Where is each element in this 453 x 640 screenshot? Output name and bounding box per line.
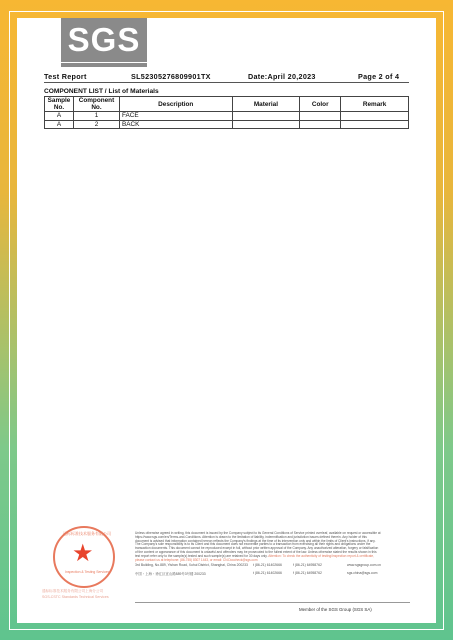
cell-sample: A	[45, 120, 74, 128]
cell-material	[232, 120, 300, 128]
report-number: SL52305276809901TX	[131, 72, 211, 81]
legal-disclaimer	[135, 532, 381, 562]
address-line-cn	[135, 571, 415, 576]
col-header-color: Color	[300, 97, 341, 112]
col-header-material: Material	[232, 97, 300, 112]
report-label: Test Report	[44, 72, 87, 81]
seal-label: Inspection & Testing Services	[65, 570, 110, 574]
seal-arc-text: 通标标准技术服务有限公司	[63, 531, 111, 536]
address-cn: 中国・上海・徐汇区宜山路889号3号楼 200233	[135, 572, 206, 576]
cell-component: 2	[73, 120, 119, 128]
company-seal	[53, 526, 115, 588]
cell-remark	[341, 112, 409, 120]
seal-note-cn: 通标标准技术服务有限公司上海分公司	[42, 589, 104, 593]
logo-text: SGS	[67, 21, 141, 58]
email-link[interactable]: sgs.china@sgs.com	[347, 571, 378, 575]
col-header-component: Component No.	[73, 97, 119, 112]
col-header-sample: Sample No.	[45, 97, 74, 112]
cell-description: BACK	[119, 120, 232, 128]
address-en: 3rd Building, No.889, Yishan Road, Xuhui District, Shanghai, China 200233	[135, 563, 248, 567]
cell-description: FACE	[119, 112, 232, 120]
page-number: Page 2 of 4	[358, 72, 400, 81]
cell-sample: A	[45, 112, 74, 120]
tel-cn: t (86-21) 61402666	[253, 571, 282, 575]
fax-en: f (86-21) 64958762	[293, 563, 322, 567]
sgs-logo	[61, 18, 147, 62]
section-title: COMPONENT LIST / List of Materials	[44, 88, 159, 95]
document-page	[17, 18, 436, 623]
materials-table	[44, 96, 409, 129]
table-header-row	[45, 97, 409, 112]
tel-en: t (86-21) 61402666	[253, 563, 282, 567]
seal-note-en: SGS-CSTC Standards Technical Services	[42, 595, 109, 599]
cell-color	[300, 112, 341, 120]
cell-component: 1	[73, 112, 119, 120]
cell-color	[300, 120, 341, 128]
report-date: Date:April 20,2023	[248, 72, 316, 81]
cell-remark	[341, 120, 409, 128]
header-divider	[44, 82, 409, 83]
disclaimer-text: Unless otherwise agreed in writing, this document is issued by the Company subject to its General Conditions of Service printed overleaf, available on request or accessible at https://www.sgs.com/en/Terms-and-Conditions. Attention is drawn to the limitation of liability, indemnification and jurisdiction issues defined therein. Any holder of this document is advised that information contained hereon reflects the Company's findings at the time of its intervention only and within the limits of Client's instructions, if any. The Company's sole responsibility is to its Client and this document does not exonerate parties to a transaction from exercising all their rights and obligations under the transaction documents. This document cannot be reproduced except in full, without prior written approval of the Company. Any unauthorized alteration, forgery or falsification of the content or appearance of this document is unlawful and offenders may be prosecuted to the fullest extent of the law. Unless otherwise stated the results shown in this test report refer only to the sample(s) tested and such sample(s) are retained for 30 days only.	[135, 531, 381, 558]
cell-material	[232, 112, 300, 120]
col-header-remark: Remark	[341, 97, 409, 112]
fax-cn: f (86-21) 64958762	[293, 571, 322, 575]
web-link[interactable]: www.sgsgroup.com.cn	[347, 563, 381, 567]
logo-underline	[61, 63, 147, 67]
table-row	[45, 112, 409, 120]
footer-divider	[135, 602, 410, 603]
star-icon: ★	[72, 540, 94, 567]
member-note: Member of the SGS Group (SGS SA)	[299, 607, 372, 612]
address-line-en	[135, 563, 415, 567]
table-row	[45, 120, 409, 128]
attention-text: Attention: To check the authenticity of testing/inspection report & certificate, please contact us at telephone: (86-755) 8307 1443, or email: CN.Doccheck@sgs.com	[135, 553, 375, 562]
col-header-description: Description	[119, 97, 232, 112]
